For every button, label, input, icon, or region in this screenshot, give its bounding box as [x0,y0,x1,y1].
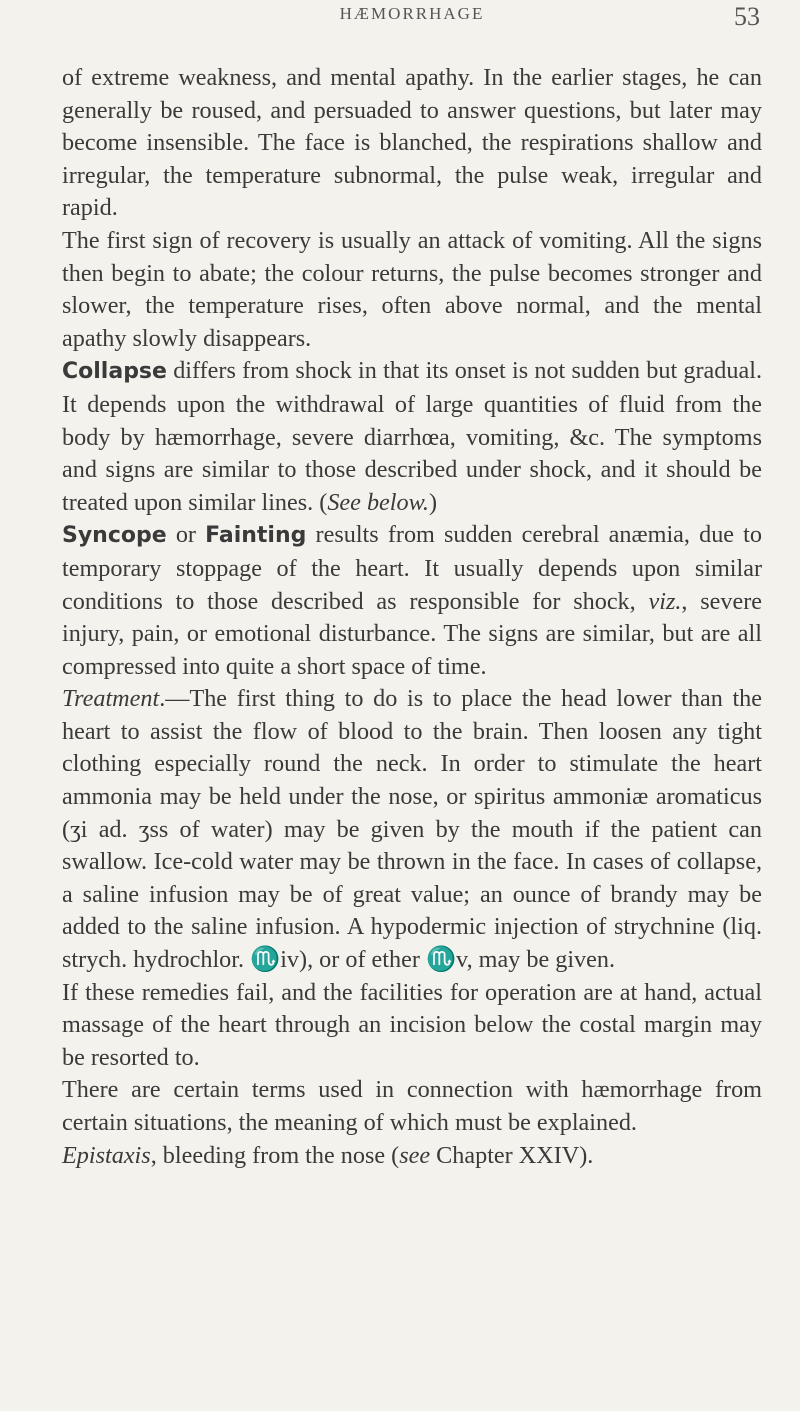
paragraph-recovery [62,225,762,355]
term-fainting: Fainting [205,523,307,549]
paragraph-recovery-text: The first sign of recovery is usually an attack of vomiting. All the signs then begin to abate; the colour returns, the pulse becomes stronger and slower, the temperature rises, often above normal, and the mental apathy slowly disappears. [62,226,762,352]
running-title: HÆMORRHAGE [339,4,485,23]
term-collapse: Collapse [62,359,167,385]
term-syncope: Syncope [62,523,167,549]
treatment-text: .—The first thing to do is to place the head lower than the heart to assist the flow of blood to the brain. Then loosen any tight clothing especially round the neck. In order to stimulate the heart ammonia may be held under the nose, or spiritus ammoniæ aromaticus (ʒi ad. ʒss of water) may be given by the mouth if the patient can swallow. Ice-cold water may be thrown in the face. In cases of collapse, a saline infusion may be of great value; an ounce of brandy may be added to the saline infusion. A hypodermic injection of strychnine (liq. strych. hydrochlor. ♏iv), or of ether ♏v, may be given. [62,685,762,974]
paragraph-collapse [62,355,762,519]
treatment-label: Treatment [62,685,160,713]
collapse-text-end: ) [428,488,438,516]
epistaxis-text: , bleeding from the nose ( [150,1141,400,1169]
page-number: 53 [734,2,760,31]
epistaxis-text-end: Chapter XXIV). [430,1141,594,1169]
syncope-or: or [166,521,206,549]
syncope-text-2: , severe injury, pain, or emotional disturbance. The signs are similar, but are all compressed into quite a short space of time. [62,587,762,680]
paragraph-remedies-fail: If these remedies fail, and the facilities for operation are at hand, actual massage of the heart through an incision below the costal margin may be resorted to. [62,978,762,1071]
term-epistaxis: Epistaxis [62,1141,151,1169]
running-head [62,4,762,40]
viz-abbrev: viz. [648,587,682,615]
paragraph-epistaxis [62,1140,762,1173]
paragraph-weakness: of extreme weakness, and mental apathy. In the earlier stages, he can generally be roused, and persuaded to answer questions, but later may become insensible. The face is blanched, the respirations shallow and irregular, the temperature subnormal, the pulse weak, irregular and rapid. [62,64,762,222]
paragraph-treatment [62,683,762,976]
see-below-ref: See below. [327,488,429,516]
paragraph-syncope [62,519,762,683]
syncope-text-1: results from sudden cerebral anæmia, due to temporary stoppage of the heart. It usually depends upon similar conditions to those described as responsible for shock, [62,521,762,615]
paragraph-terms: There are certain terms used in connection with hæmorrhage from certain situations, the meaning of which must be explained. [62,1076,762,1136]
see-ref: see [399,1141,431,1169]
collapse-text: differs from shock in that its onset is not sudden but gradual. It depends upon the withdrawal of large quantities of fluid from the body by hæmorrhage, severe diarrhœa, vomiting, &c. The symptoms and signs are similar to those described under shock, and it should be treated upon similar lines. ( [62,357,762,516]
body-text [62,62,762,1172]
